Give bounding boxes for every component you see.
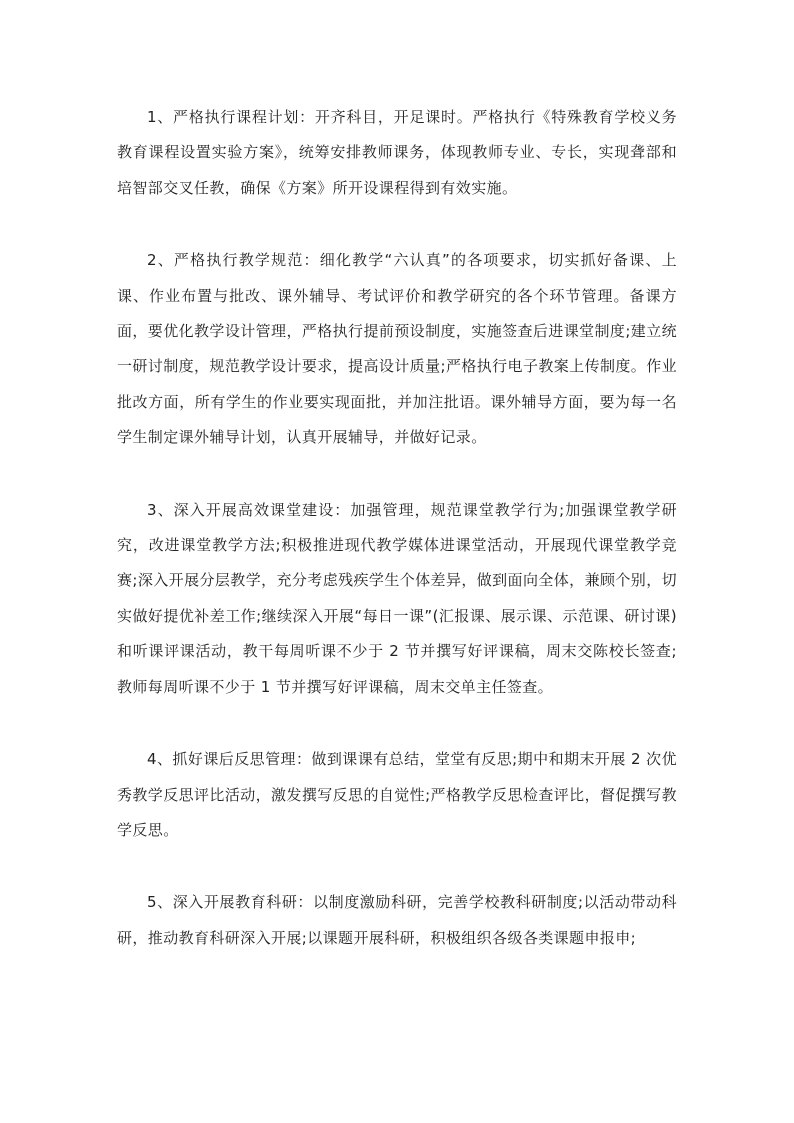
paragraph-5: 5、深入开展教育科研：以制度激励科研，完善学校教科研制度;以活动带动科研，推动教育科研深入开展;以课题开展科研，积极组织各级各类课题申报申;	[117, 893, 677, 947]
paragraph-4: 4、抓好课后反思管理：做到课课有总结，堂堂有反思;期中和期末开展 2 次优秀教学反思评比活动，激发撰写反思的自觉性;严格教学反思检查评比，督促撰写教学反思。	[117, 750, 677, 839]
paragraph-2: 2、严格执行教学规范：细化教学“六认真”的各项要求，切实抓好备课、上课、作业布置与批改、课外辅导、考试评价和教学研究的各个环节管理。备课方面，要优化教学设计管理，严格执行提前预设制度，实施签查后进课堂制度;建立统一研讨制度，规范教学设计要求，提高设计质量;严格执行电子教案上传制度。作业批改方面，所有学生的作业要实现面批，并加注批语。课外辅导方面，要为每一名学生制定课外辅导计划，认真开展辅导，并做好记录。	[117, 251, 677, 447]
paragraph-1: 1、严格执行课程计划：开齐科目，开足课时。严格执行《特殊教育学校义务教育课程设置实验方案》，统筹安排教师课务，体现教师专业、专长，实现聋部和培智部交叉任教，确保《方案》所开设课程得到有效实施。	[117, 108, 677, 197]
document-body	[117, 100, 677, 993]
paragraph-3: 3、深入开展高效课堂建设：加强管理，规范课堂教学行为;加强课堂教学研究，改进课堂教学方法;积极推进现代教学媒体进课堂活动，开展现代课堂教学竞赛;深入开展分层教学，充分考虑残疾学生个体差异，做到面向全体，兼顾个别，切实做好提优补差工作;继续深入开展“每日一课”(汇报课、展示课、示范课、研讨课)和听课评课活动，教干每周听课不少于 2 节并撰写好评课稿，周末交陈校长签查;教师每周听课不少于 1 节并撰写好评课稿，周末交单主任签查。	[117, 500, 677, 696]
